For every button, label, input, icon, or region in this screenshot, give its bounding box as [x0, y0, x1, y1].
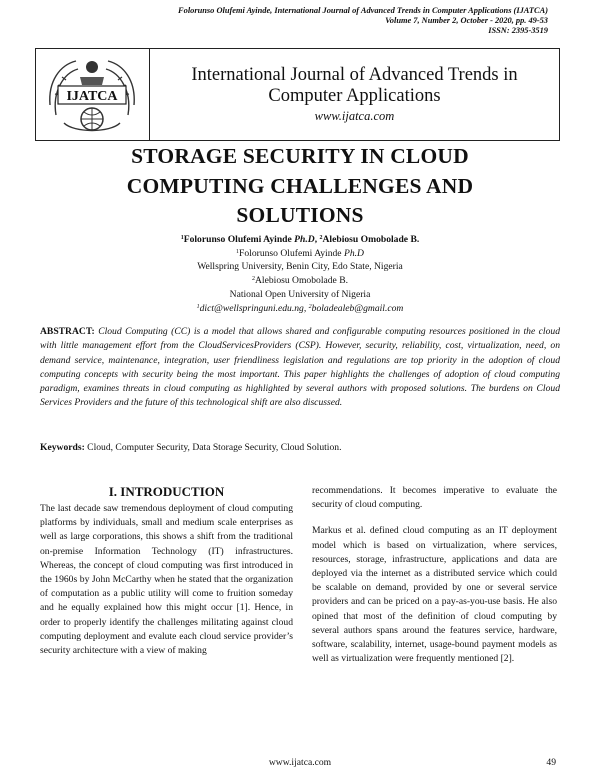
intro-paragraph-2: Markus et al. defined cloud computing as an IT deployment model which is based on virtualization, where services, resources, storage, infrastructure, applications and data are deployed via the internet as a distributed service which could be scalable on demand, provided by one or several service providers and can be priced on a pay-as-you-use basis. He also opined that most of the definition of cloud computing by several authors spans around the features service, hardware, software, scalability, internet, usage-bound payment models as well as virtualization were frequently mentioned [2].: [312, 525, 557, 665]
affiliation-2-institution: National Open University of Nigeria: [229, 288, 371, 300]
author-names: $^1$Folorunso Olufemi Ayinde Ph.D, $^2$Alebiosu Omobolade B.: [180, 234, 420, 245]
section-heading-introduction: I. INTRODUCTION: [108, 484, 225, 499]
author-emails: $^1$dict@wellspringuni.edu.ng, $^2$boladealeb@gmail.com: [196, 302, 404, 314]
affiliation-1-name: $^1$Folorunso Olufemi Ayinde Ph.D: [236, 247, 364, 259]
author-block: [100, 233, 500, 315]
page-number: 49: [546, 757, 556, 768]
journal-title-line-2: Computer Applications: [268, 86, 441, 106]
paper-title-line-2: COMPUTING CHALLENGES AND: [126, 173, 474, 198]
intro-paragraph-1: The last decade saw tremendous deployment of cloud computing platforms by individuals, small and medium scale enterprises as well as large corporations, this shows a shift from the traditional on-premise Information Technology (IT) infrastructures. Whereas, the concept of cloud computing was first introduced in the 1960s by John McCarthy when he stated that the organization of computation as a public utility will come to fruition someday and he equally explained how this might occur [1]. Hence, in order to properly identify the challenges militating against cloud computing deployment and evalute each cloud service provider’s security architecture with a view of making: [40, 503, 293, 657]
abstract-text: Cloud Computing (CC) is a model that allows shared and configurable computing resources positioned in the cloud with little management effort from the CloudServicesProviders (CSP). However, security, reliability, cost, virtualization, need, on demand service, maintenance, integration, user friendliness legislation and regulations are top priority in the adoption of cloud computing concepts with security being the most important. This paper highlights the challenges of adoption of cloud computing paradigm, examines threats in cloud computing as highlighted by several authors with proposed solutions. The burdens on Cloud Services Providers and the future of this technological shift are also discussed.: [40, 326, 560, 409]
abstract-label: ABSTRACT:: [40, 326, 99, 337]
email-link-1[interactable]: dict@wellspringuni.edu.ng,: [199, 302, 309, 314]
paper-title-line-3: SOLUTIONS: [236, 203, 364, 227]
paper-title-line-1: STORAGE SECURITY IN CLOUD: [131, 144, 469, 168]
running-head: [178, 6, 548, 37]
logo-emblem-icon: [44, 51, 140, 137]
email-link-2[interactable]: boladealeb@gmail.com: [311, 302, 404, 314]
intro-paragraph-1-continued: recommendations. It becomes imperative to evaluate the security of cloud computing.: [312, 485, 557, 511]
affiliation-2-name: $^2$Alebiosu Omobolade B.: [252, 275, 348, 287]
abstract: [40, 325, 560, 411]
left-column: [40, 502, 293, 658]
paper-title: [60, 142, 540, 231]
running-head-line-1: Folorunso Olufemi Ayinde, International Journal of Advanced Trends in Computer Applications (IJATCA): [178, 6, 548, 15]
keywords-label: Keywords:: [40, 442, 88, 453]
journal-title-line-1: International Journal of Advanced Trends in: [191, 65, 518, 85]
svg-text:IJATCA: IJATCA: [66, 89, 118, 104]
footer-url[interactable]: www.ijatca.com: [268, 757, 332, 768]
affiliation-1-institution: Wellspring University, Benin City, Edo State, Nigeria: [197, 261, 403, 273]
journal-title: [149, 65, 560, 124]
journal-logo: [36, 49, 150, 140]
right-column: [312, 484, 557, 666]
journal-masthead: [35, 48, 560, 141]
running-head-line-2: Volume 7, Number 2, October - 2020, pp. 49-53: [385, 16, 548, 26]
keywords: [40, 441, 560, 454]
running-head-line-3: ISSN: 2395-3519: [488, 26, 548, 36]
journal-url[interactable]: www.ijatca.com: [314, 109, 395, 123]
keywords-text: Cloud, Computer Security, Data Storage Security, Cloud Solution.: [87, 442, 342, 453]
